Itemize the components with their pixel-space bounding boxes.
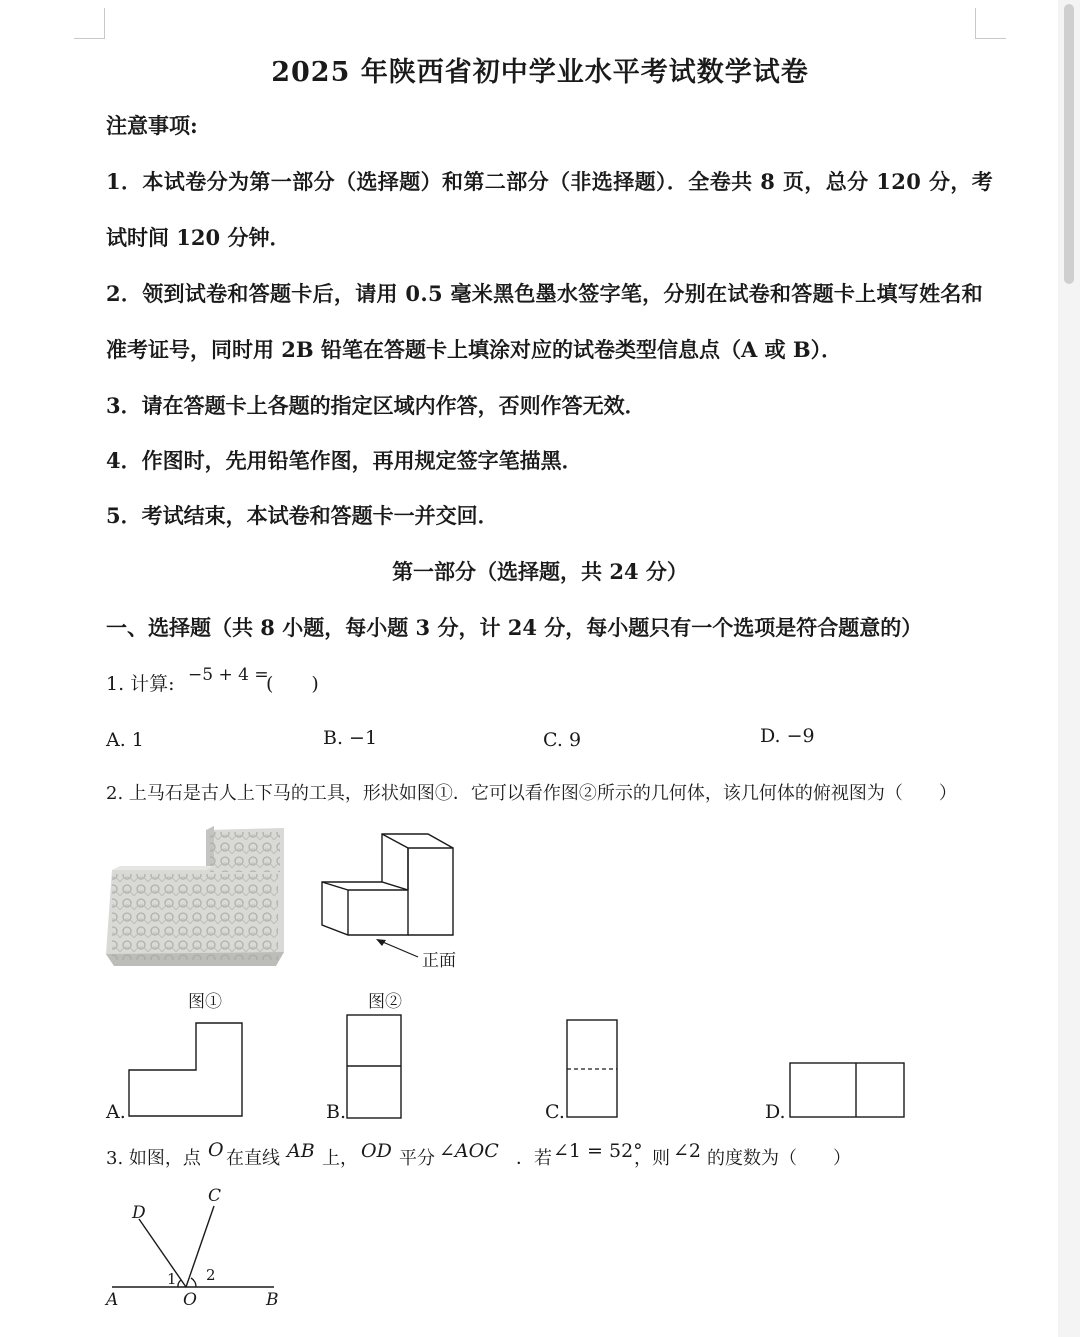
note-3: 3．请在答题卡上各题的指定区域内作答，否则作答无效． (106, 393, 646, 418)
q3-fig-label-d: D (132, 1203, 146, 1223)
note-4: 4．作图时，先用铅笔作图，再用规定签字笔描黑． (106, 448, 583, 473)
part1-heading: 第一部分（选择题，共 24 分） (392, 559, 688, 584)
q3-fig-label-c: C (208, 1186, 222, 1206)
q1-answer-paren: ( ) (266, 673, 319, 695)
q3-stem-part-d: 平分 (399, 1148, 435, 1169)
q3-angle-1-value: ∠1 = 52° (553, 1140, 643, 1162)
note-1a: 1．本试卷分为第一部分（选择题）和第二部分（非选择题）．全卷共 8 页，总分 120 分，考 (106, 169, 994, 194)
note-1b: 试时间 120 分钟． (106, 225, 291, 250)
q3-fig-label-1: 1 (167, 1270, 177, 1288)
exam-title: 2025 年陕西省初中学业水平考试数学试卷 (271, 57, 809, 88)
q3-angle-aoc: ∠AOC (439, 1140, 499, 1162)
q2-stem: 2. 上马石是古人上下马的工具，形状如图①．它可以看作图②所示的几何体，该几何体的俯视图为（ ） (106, 783, 957, 804)
q2-option-c-letter: C. (545, 1101, 565, 1123)
q2-option-a-figure (128, 1022, 246, 1118)
q3-fig-label-b: B (266, 1290, 279, 1310)
q3-stem-part-c: 上， (322, 1148, 358, 1169)
q2-option-d-letter: D. (765, 1101, 786, 1123)
crop-mark-top-left (74, 8, 105, 39)
q1-expression: −5 + 4 = (188, 665, 269, 685)
q1-option-b: B. −1 (323, 727, 378, 749)
mounting-stone-photo (106, 826, 284, 968)
q3-fig-label-a: A (106, 1290, 119, 1310)
figure-2-label: 图② (368, 992, 402, 1012)
note-2b: 准考证号，同时用 2B 铅笔在答题卡上填涂对应的试卷类型信息点（A 或 B）． (106, 337, 843, 362)
figure-1-label: 图① (188, 992, 222, 1012)
q2-option-b-figure (346, 1014, 404, 1120)
q3-angle-figure (106, 1180, 306, 1320)
q3-angle-2: ∠2 (673, 1140, 702, 1162)
scrollbar[interactable] (1058, 0, 1080, 1337)
q2-option-a-letter: A. (106, 1101, 126, 1123)
note-5: 5．考试结束，本试卷和答题卡一并交回． (106, 503, 499, 528)
q1-stem: 1. 计算: (106, 673, 175, 695)
q3-stem-part-a: 3. 如图，点 (106, 1148, 201, 1169)
q3-fig-label-2: 2 (206, 1266, 216, 1284)
note-2a: 2．领到试卷和答题卡后，请用 0.5 毫米黑色墨水签字笔，分别在试卷和答题卡上填写姓名和 (106, 281, 983, 306)
q1-option-d: D. −9 (760, 725, 815, 747)
q3-ray-od: OD (361, 1140, 392, 1162)
q3-line-ab: AB (287, 1140, 315, 1162)
crop-mark-top-right (975, 8, 1006, 39)
q1-option-c: C. 9 (543, 729, 582, 751)
q1-option-a: A. 1 (106, 729, 144, 751)
notes-heading: 注意事项: (106, 113, 198, 138)
q3-stem-part-b: 在直线 (226, 1148, 280, 1169)
q2-option-b-letter: B. (326, 1101, 347, 1123)
q3-stem-part-e: ．若 (516, 1148, 552, 1169)
q3-fig-label-o: O (183, 1290, 197, 1310)
section-heading: 一、选择题（共 8 小题，每小题 3 分，计 24 分，每小题只有一个选项是符合题意的） (106, 615, 923, 640)
q3-point-o: O (208, 1139, 224, 1161)
q2-option-c-figure (566, 1019, 620, 1119)
q3-stem-part-f: ，则 (634, 1148, 670, 1169)
q2-option-d-figure (789, 1062, 909, 1120)
q3-stem-part-g: 的度数为（ ） (707, 1148, 851, 1169)
scrollbar-thumb[interactable] (1064, 4, 1074, 284)
front-label: 正面 (422, 951, 456, 971)
